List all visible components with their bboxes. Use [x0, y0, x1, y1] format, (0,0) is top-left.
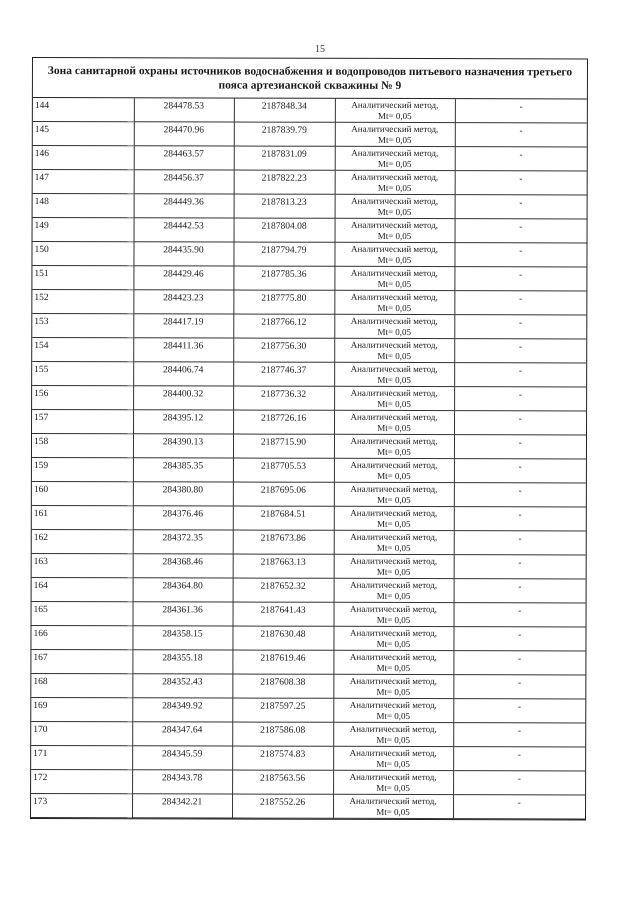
method-name: Аналитический метод, — [349, 772, 437, 783]
y-coordinate-cell: 2187775.80 — [233, 290, 334, 314]
method-cell — [334, 435, 454, 459]
x-coordinate-cell: 284390.13 — [133, 434, 233, 458]
coordinates-sheet — [30, 57, 588, 821]
point-number-cell: 165 — [32, 602, 133, 626]
table-row — [32, 314, 586, 339]
x-coordinate-cell: 284463.57 — [134, 146, 234, 170]
point-number-cell: 155 — [32, 362, 133, 386]
table-row — [33, 194, 587, 219]
method-accuracy: Mt= 0,05 — [377, 399, 411, 410]
y-coordinate-cell: 2187756.30 — [233, 338, 334, 362]
method-accuracy: Mt= 0,05 — [376, 807, 410, 818]
note-cell: - — [454, 267, 586, 291]
method-accuracy: Mt= 0,05 — [377, 135, 412, 146]
table-row — [33, 218, 587, 243]
table-row — [31, 650, 585, 675]
method-accuracy: Mt= 0,05 — [376, 615, 411, 626]
method-name: Аналитический метод, — [349, 724, 437, 735]
method-accuracy: Mt= 0,05 — [377, 495, 411, 506]
document-title: Зона санитарной охраны источников водоснабжения и водопроводов питьевого назначения третьего пояса артезианской скважины № 9 — [33, 58, 587, 99]
y-coordinate-cell: 2187695.06 — [233, 482, 334, 506]
x-coordinate-cell: 284395.12 — [133, 410, 233, 434]
note-cell: - — [453, 627, 585, 651]
point-number-cell: 172 — [31, 770, 132, 794]
note-cell: - — [454, 579, 586, 603]
table-row — [33, 146, 587, 171]
table-row — [31, 746, 585, 771]
table-row — [32, 338, 586, 363]
table-row — [31, 626, 585, 651]
point-number-cell: 156 — [32, 386, 133, 410]
method-name: Аналитический метод, — [349, 628, 438, 639]
coordinates-table-body — [31, 98, 587, 819]
method-name: Аналитический метод, — [350, 364, 438, 375]
note-cell: - — [454, 387, 586, 411]
method-accuracy: Mt= 0,05 — [376, 687, 411, 698]
method-name: Аналитический метод, — [351, 196, 439, 207]
note-cell: - — [454, 459, 586, 483]
method-cell — [334, 267, 454, 291]
x-coordinate-cell: 284449.36 — [134, 194, 234, 218]
x-coordinate-cell: 284361.36 — [133, 602, 233, 626]
y-coordinate-cell: 2187552.26 — [232, 794, 333, 818]
table-row — [32, 482, 586, 507]
method-name: Аналитический метод, — [350, 532, 438, 543]
method-cell — [334, 411, 454, 435]
table-row — [31, 698, 585, 723]
x-coordinate-cell: 284349.92 — [132, 698, 232, 722]
table-row — [32, 410, 586, 435]
x-coordinate-cell: 284406.74 — [133, 362, 233, 386]
method-accuracy: Mt= 0,05 — [376, 759, 410, 770]
table-row — [31, 770, 585, 795]
note-cell: - — [454, 507, 586, 531]
point-number-cell: 161 — [32, 506, 133, 530]
table-row — [32, 530, 586, 555]
y-coordinate-cell: 2187597.25 — [232, 698, 333, 722]
method-cell — [333, 795, 453, 819]
point-number-cell: 151 — [32, 266, 133, 290]
method-cell — [333, 627, 453, 651]
note-cell: - — [454, 339, 586, 363]
method-cell — [334, 603, 454, 627]
y-coordinate-cell: 2187785.36 — [233, 266, 334, 290]
method-accuracy: Mt= 0,05 — [376, 663, 411, 674]
note-cell: - — [455, 219, 587, 243]
note-cell: - — [454, 531, 586, 555]
point-number-cell: 162 — [32, 530, 133, 554]
y-coordinate-cell: 2187804.08 — [234, 218, 335, 242]
y-coordinate-cell: 2187736.32 — [233, 386, 334, 410]
point-number-cell: 153 — [32, 314, 133, 338]
y-coordinate-cell: 2187641.43 — [233, 602, 334, 626]
method-name: Аналитический метод, — [349, 748, 437, 759]
method-accuracy: Mt= 0,05 — [377, 327, 412, 338]
y-coordinate-cell: 2187652.32 — [233, 578, 334, 602]
page-number: 15 — [315, 44, 325, 55]
method-name: Аналитический метод, — [351, 148, 439, 159]
method-name: Аналитический метод, — [350, 604, 438, 615]
y-coordinate-cell: 2187715.90 — [233, 434, 334, 458]
y-coordinate-cell: 2187586.08 — [232, 722, 333, 746]
note-cell: - — [454, 315, 586, 339]
table-row — [33, 98, 587, 123]
method-name: Аналитический метод, — [350, 388, 438, 399]
table-row — [33, 170, 587, 195]
method-cell — [333, 675, 453, 699]
note-cell: - — [454, 435, 586, 459]
point-number-cell: 167 — [31, 650, 132, 674]
table-row — [32, 554, 586, 579]
method-cell — [334, 579, 454, 603]
method-accuracy: Mt= 0,05 — [376, 567, 411, 578]
method-cell — [334, 363, 454, 387]
y-coordinate-cell: 2187705.53 — [233, 458, 334, 482]
method-cell — [334, 531, 454, 555]
y-coordinate-cell: 2187673.86 — [233, 530, 334, 554]
table-row — [32, 578, 586, 603]
method-accuracy: Mt= 0,05 — [376, 639, 411, 650]
x-coordinate-cell: 284358.15 — [132, 626, 232, 650]
point-number-cell: 169 — [31, 698, 132, 722]
x-coordinate-cell: 284442.53 — [134, 218, 234, 242]
method-cell — [334, 339, 454, 363]
method-accuracy: Mt= 0,05 — [378, 110, 412, 121]
point-number-cell: 164 — [32, 578, 133, 602]
method-name: Аналитический метод, — [351, 124, 439, 135]
y-coordinate-cell: 2187794.79 — [233, 242, 334, 266]
y-coordinate-cell: 2187619.46 — [232, 650, 333, 674]
method-name: Аналитический метод, — [350, 292, 438, 303]
x-coordinate-cell: 284347.64 — [132, 722, 232, 746]
method-name: Аналитический метод, — [349, 700, 437, 711]
point-number-cell: 150 — [32, 242, 133, 266]
note-cell: - — [453, 723, 585, 747]
point-number-cell: 146 — [33, 146, 134, 170]
point-number-cell: 160 — [32, 482, 133, 506]
method-accuracy: Mt= 0,05 — [377, 471, 411, 482]
x-coordinate-cell: 284417.19 — [133, 314, 233, 338]
method-name: Аналитический метод, — [350, 412, 438, 423]
y-coordinate-cell: 2187831.09 — [234, 146, 335, 170]
note-cell: - — [453, 795, 585, 819]
method-name: Аналитический метод, — [350, 340, 438, 351]
note-cell: - — [454, 603, 586, 627]
point-number-cell: 163 — [32, 554, 133, 578]
table-row — [31, 674, 585, 699]
note-cell: - — [453, 747, 585, 771]
y-coordinate-cell: 2187746.37 — [233, 362, 334, 386]
x-coordinate-cell: 284368.46 — [133, 554, 233, 578]
method-accuracy: Mt= 0,05 — [377, 375, 411, 386]
table-row — [33, 122, 587, 147]
note-cell: - — [454, 363, 586, 387]
x-coordinate-cell: 284456.37 — [134, 170, 234, 194]
note-cell: - — [454, 555, 586, 579]
point-number-cell: 166 — [31, 626, 132, 650]
method-cell — [333, 747, 453, 771]
point-number-cell: 147 — [33, 170, 134, 194]
method-accuracy: Mt= 0,05 — [377, 447, 411, 458]
table-row — [32, 362, 586, 387]
method-cell — [335, 219, 455, 243]
x-coordinate-cell: 284423.23 — [133, 290, 233, 314]
y-coordinate-cell: 2187684.51 — [233, 506, 334, 530]
method-cell — [334, 507, 454, 531]
method-name: Аналитический метод, — [350, 244, 439, 255]
method-accuracy: Mt= 0,05 — [376, 783, 410, 794]
method-accuracy: Mt= 0,05 — [377, 159, 412, 170]
point-number-cell: 158 — [32, 434, 133, 458]
note-cell: - — [454, 243, 586, 267]
point-number-cell: 170 — [31, 722, 132, 746]
x-coordinate-cell: 284411.36 — [133, 338, 233, 362]
method-accuracy: Mt= 0,05 — [377, 303, 412, 314]
table-row — [32, 242, 586, 267]
method-accuracy: Mt= 0,05 — [377, 255, 412, 266]
note-cell: - — [455, 99, 587, 123]
y-coordinate-cell: 2187574.83 — [232, 746, 333, 770]
x-coordinate-cell: 284343.78 — [132, 770, 232, 794]
y-coordinate-cell: 2187766.12 — [233, 314, 334, 338]
table-row — [32, 266, 586, 291]
point-number-cell: 154 — [32, 338, 133, 362]
method-name: Аналитический метод, — [350, 484, 438, 495]
table-row — [32, 386, 586, 411]
point-number-cell: 144 — [33, 98, 134, 122]
method-cell — [334, 459, 454, 483]
point-number-cell: 152 — [32, 290, 133, 314]
method-cell — [334, 483, 454, 507]
note-cell: - — [455, 171, 587, 195]
point-number-cell: 159 — [32, 458, 133, 482]
method-cell — [335, 123, 455, 147]
x-coordinate-cell: 284355.18 — [132, 650, 232, 674]
y-coordinate-cell: 2187663.13 — [233, 554, 334, 578]
method-cell — [335, 195, 455, 219]
x-coordinate-cell: 284345.59 — [132, 746, 232, 770]
note-cell: - — [455, 147, 587, 171]
note-cell: - — [453, 699, 585, 723]
y-coordinate-cell: 2187813.23 — [234, 194, 335, 218]
method-accuracy: Mt= 0,05 — [376, 543, 411, 554]
x-coordinate-cell: 284364.80 — [133, 578, 233, 602]
method-cell — [335, 171, 455, 195]
method-accuracy: Mt= 0,05 — [376, 735, 411, 746]
method-cell — [334, 387, 454, 411]
x-coordinate-cell: 284435.90 — [133, 242, 233, 266]
table-row — [32, 290, 586, 315]
method-name: Аналитический метод, — [350, 460, 438, 471]
x-coordinate-cell: 284376.46 — [133, 506, 233, 530]
method-accuracy: Mt= 0,05 — [377, 351, 412, 362]
table-row — [31, 794, 585, 819]
point-number-cell: 149 — [33, 218, 134, 242]
x-coordinate-cell: 284478.53 — [134, 98, 234, 122]
method-cell — [333, 699, 453, 723]
note-cell: - — [454, 291, 586, 315]
table-row — [32, 602, 586, 627]
x-coordinate-cell: 284429.46 — [133, 266, 233, 290]
method-name: Аналитический метод, — [350, 580, 438, 591]
method-accuracy: Mt= 0,05 — [376, 519, 411, 530]
method-accuracy: Mt= 0,05 — [377, 183, 412, 194]
method-name: Аналитический метод, — [350, 556, 438, 567]
note-cell: - — [455, 123, 587, 147]
y-coordinate-cell: 2187822.23 — [234, 170, 335, 194]
table-row — [32, 506, 586, 531]
method-accuracy: Mt= 0,05 — [377, 279, 412, 290]
note-cell: - — [455, 195, 587, 219]
note-cell: - — [453, 651, 585, 675]
point-number-cell: 171 — [31, 746, 132, 770]
x-coordinate-cell: 284342.21 — [132, 794, 232, 818]
table-row — [32, 458, 586, 483]
method-cell — [335, 147, 455, 171]
x-coordinate-cell: 284372.35 — [133, 530, 233, 554]
x-coordinate-cell: 284352.43 — [132, 674, 232, 698]
point-number-cell: 173 — [31, 794, 132, 818]
method-accuracy: Mt= 0,05 — [376, 711, 411, 722]
method-name: Аналитический метод, — [351, 99, 439, 111]
y-coordinate-cell: 2187839.79 — [234, 122, 335, 146]
y-coordinate-cell: 2187563.56 — [232, 770, 333, 794]
method-accuracy: Mt= 0,05 — [377, 207, 412, 218]
note-cell: - — [453, 675, 585, 699]
method-accuracy: Mt= 0,05 — [377, 423, 411, 434]
x-coordinate-cell: 284470.96 — [134, 122, 234, 146]
table-row — [32, 434, 586, 459]
method-name: Аналитический метод, — [349, 796, 437, 807]
point-number-cell: 148 — [33, 194, 134, 218]
coordinates-table — [31, 98, 587, 820]
method-cell — [334, 291, 454, 315]
y-coordinate-cell: 2187630.48 — [232, 626, 333, 650]
method-name: Аналитический метод, — [350, 508, 438, 519]
note-cell: - — [453, 771, 585, 795]
method-name: Аналитический метод, — [349, 652, 437, 663]
note-cell: - — [454, 483, 586, 507]
method-name: Аналитический метод, — [351, 220, 439, 231]
method-cell — [334, 555, 454, 579]
point-number-cell: 168 — [31, 674, 132, 698]
method-accuracy: Mt= 0,05 — [376, 591, 411, 602]
method-cell — [335, 99, 455, 123]
method-name: Аналитический метод, — [351, 172, 439, 183]
method-name: Аналитический метод, — [350, 436, 438, 447]
method-cell — [333, 723, 453, 747]
point-number-cell: 145 — [33, 122, 134, 146]
method-accuracy: Mt= 0,05 — [377, 231, 412, 242]
y-coordinate-cell: 2187608.38 — [232, 674, 333, 698]
x-coordinate-cell: 284400.32 — [133, 386, 233, 410]
method-cell — [334, 243, 454, 267]
method-name: Аналитический метод, — [350, 316, 438, 327]
x-coordinate-cell: 284380.80 — [133, 482, 233, 506]
method-cell — [334, 315, 454, 339]
method-cell — [333, 771, 453, 795]
method-name: Аналитический метод, — [350, 268, 438, 279]
note-cell: - — [454, 411, 586, 435]
point-number-cell: 157 — [32, 410, 133, 434]
y-coordinate-cell: 2187848.34 — [234, 99, 335, 123]
method-name: Аналитический метод, — [349, 676, 437, 687]
table-row — [31, 722, 585, 747]
y-coordinate-cell: 2187726.16 — [233, 410, 334, 434]
x-coordinate-cell: 284385.35 — [133, 458, 233, 482]
method-cell — [333, 651, 453, 675]
